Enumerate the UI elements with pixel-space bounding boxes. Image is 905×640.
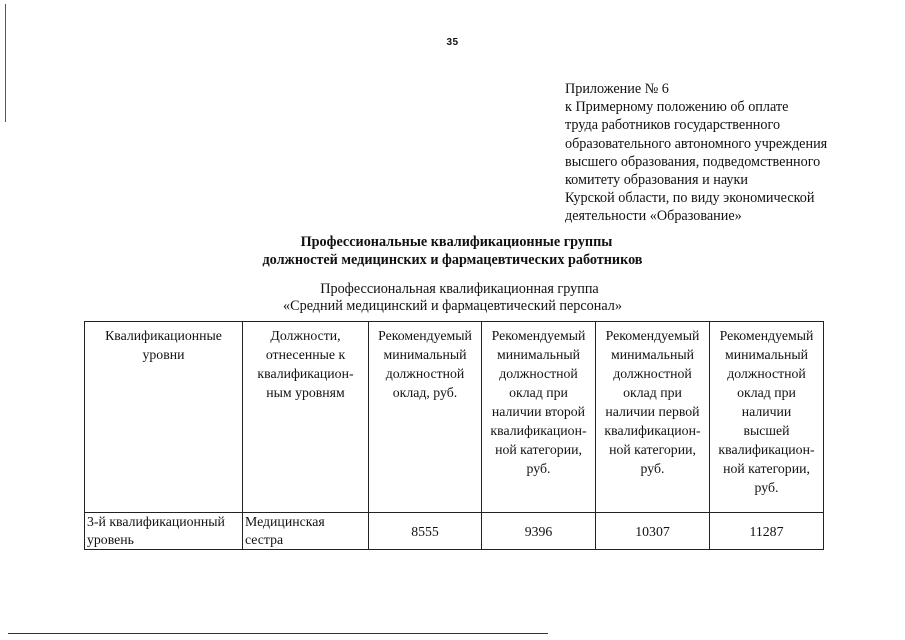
header-base-salary: [369, 322, 482, 513]
appendix-line: образовательного автономного учреждения: [565, 135, 828, 152]
title-line-2: должностей медицинских и фармацевтических работников: [262, 252, 643, 268]
cell-salary-first-category: 10307: [596, 513, 710, 550]
scan-margin-line: [5, 4, 6, 122]
subtitle-line-2: «Средний медицинский и фармацевтический персонал»: [283, 298, 622, 314]
salary-table: [84, 321, 824, 550]
header-first-category-salary: [596, 322, 710, 513]
footer-divider: [8, 633, 548, 634]
appendix-line: Приложение № 6: [565, 81, 669, 97]
table-header-row: [85, 322, 824, 513]
header-text: Рекомендуемый минимальный должностной оклад при наличии первой квалификацион- ной категории, руб.: [604, 328, 701, 476]
title-line-1: Профессиональные квалификационные группы: [300, 234, 613, 250]
cell-salary-base: 8555: [369, 513, 482, 550]
appendix-line: высшего образования, подведомственного: [565, 153, 821, 170]
cell-salary-highest-category: 11287: [710, 513, 824, 550]
header-text: Рекомендуемый минимальный должностной оклад при наличии высшей квалификацион- ной категории, руб.: [718, 328, 815, 495]
appendix-line: к Примерному положению об оплате: [565, 99, 789, 116]
appendix-line: Курской области, по виду экономической: [565, 190, 815, 207]
document-title: [0, 233, 905, 269]
subtitle-line-1: Профессиональная квалификационная группа: [320, 281, 599, 297]
cell-salary-second-category: 9396: [482, 513, 596, 550]
document-subtitle: [0, 281, 905, 315]
appendix-line: деятельности «Образование»: [565, 208, 742, 225]
cell-position: Медицинская сестра: [243, 513, 369, 550]
appendix-line: комитету образования и науки: [565, 172, 748, 189]
header-qualification-levels: [85, 322, 243, 513]
table-row: [85, 513, 824, 550]
page-number: 35: [446, 37, 459, 48]
header-text: Квалификационные уровни: [105, 328, 222, 362]
header-text: Рекомендуемый минимальный должностной оклад, руб.: [378, 328, 472, 400]
appendix-note: [565, 80, 895, 226]
header-positions: [243, 322, 369, 513]
appendix-line: труда работников государственного: [565, 117, 781, 134]
header-text: Рекомендуемый минимальный должностной оклад при наличии второй квалификацион- ной категории, руб.: [490, 328, 587, 476]
header-highest-category-salary: [710, 322, 824, 513]
cell-level: 3-й квалификационный уровень: [85, 513, 243, 550]
header-text: Должности, отнесенные к квалификацион- ным уровням: [257, 328, 354, 400]
header-second-category-salary: [482, 322, 596, 513]
